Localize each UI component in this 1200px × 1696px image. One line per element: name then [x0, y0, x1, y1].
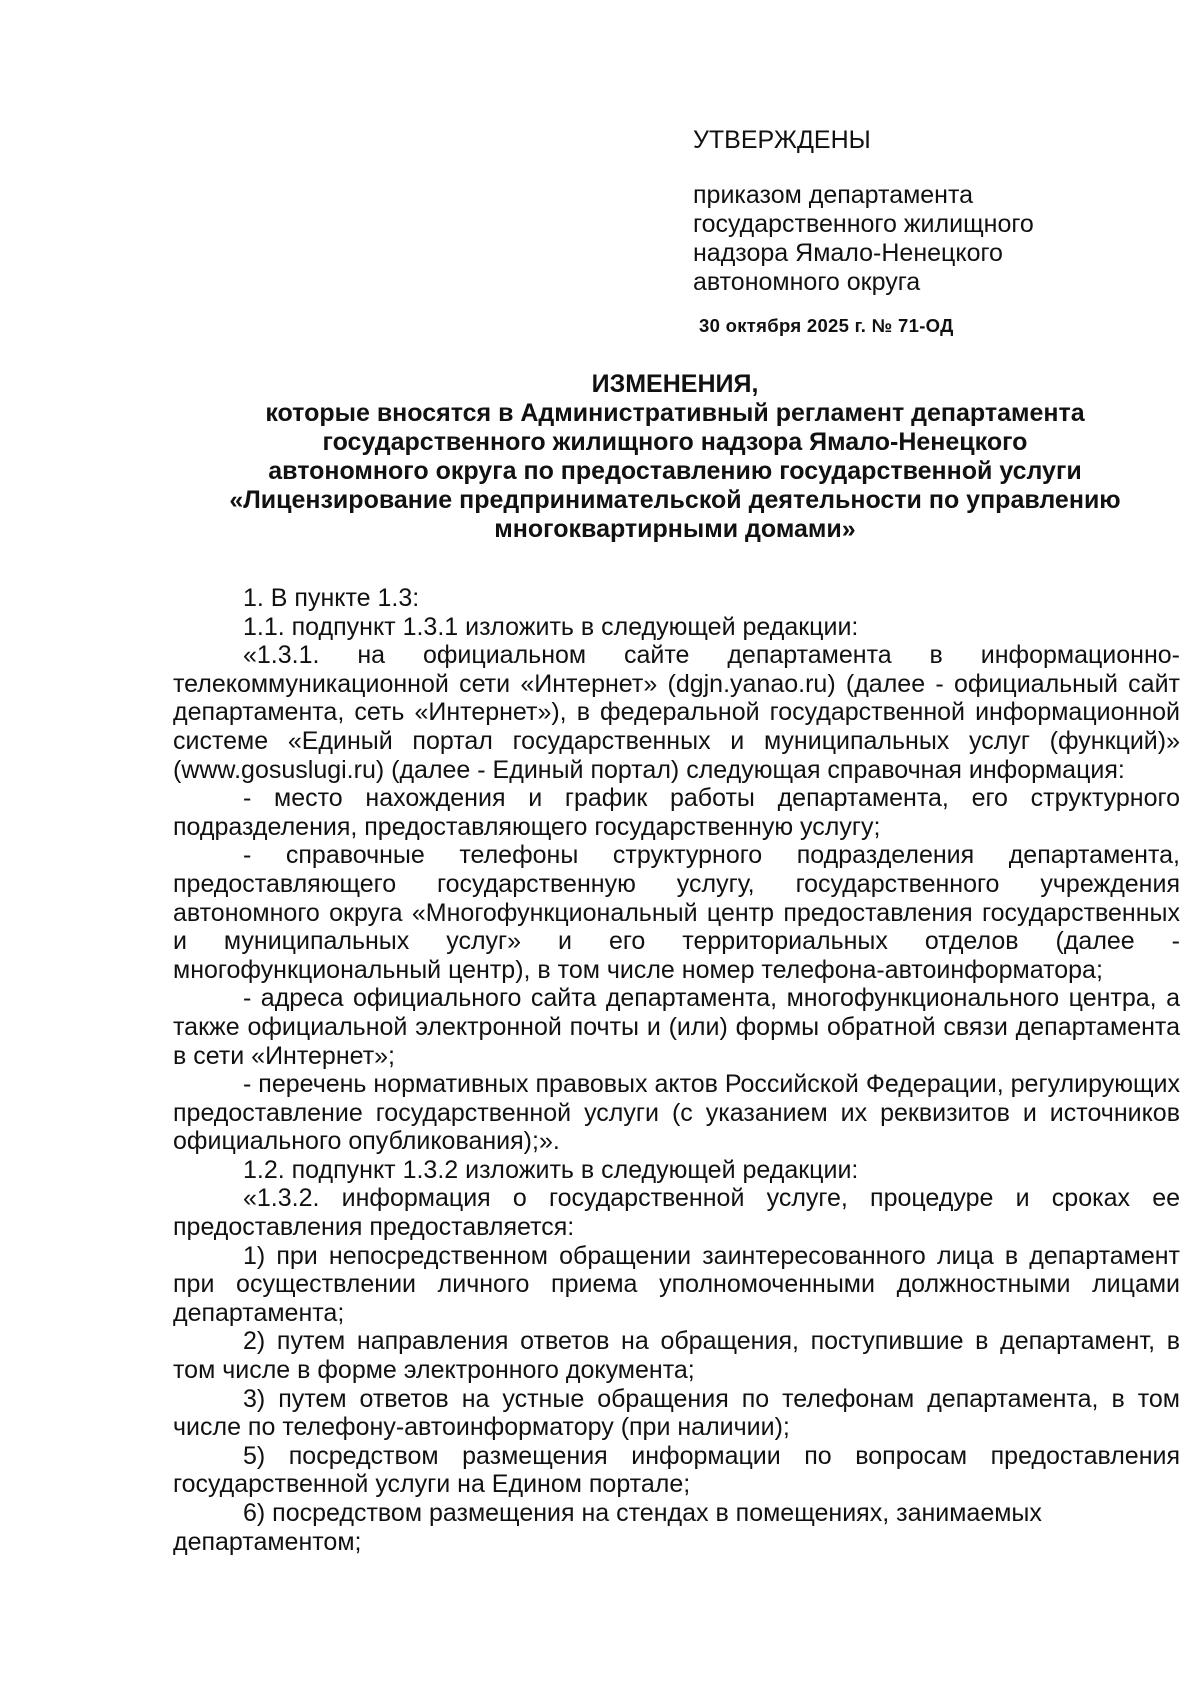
paragraph: 1) при непосредственном обращении заинтересованного лица в департамент при осуществлении личного приема уполномоченными должностными лицами департамента; [173, 1241, 1180, 1327]
paragraph: 1. В пункте 1.3: [243, 584, 420, 612]
paragraph: 2) путем направления ответов на обращения, поступившие в департамент, в том числе в форме электронного документа; [173, 1327, 1180, 1385]
paragraph: 6) посредством размещения на стендах в помещениях, занимаемых департаментом; [173, 1499, 1042, 1556]
document-body [173, 584, 1180, 1556]
title-line: автономного округа по предоставлению государственной услуги [268, 457, 1082, 485]
approval-block [693, 126, 1113, 340]
paragraph: «1.3.2. информация о государственной услуге, процедуре и сроках ее предоставления предоставляется: [173, 1184, 1180, 1242]
title-line: ИЗМЕНЕНИЯ, [591, 370, 759, 398]
order-date: 30 октября 2025 г. № 71-ОД [699, 315, 954, 336]
title-line: многоквартирными домами» [494, 515, 856, 543]
approved-label: УТВЕРЖДЕНЫ [693, 126, 871, 154]
paragraph: 5) посредством размещения информации по вопросам предоставления государственной услуги на Едином портале; [173, 1441, 1180, 1499]
paragraph: - адреса официального сайта департамента, многофункционального центра, а также официальной электронной почты и (или) формы обратной связи департамента в сети «Интернет»; [173, 984, 1180, 1070]
order-line: автономного округа [693, 268, 921, 296]
paragraph: 3) путем ответов на устные обращения по телефонам департамента, в том числе по телефону-автоинформатору (при наличии); [173, 1384, 1180, 1442]
paragraph: - перечень нормативных правовых актов Российской Федерации, регулирующих предоставление государственной услуги (с указанием их реквизитов и источников официального опубликования);». [173, 1070, 1180, 1156]
order-line: надзора Ямало-Ненецкого [693, 239, 1003, 267]
order-line: приказом департамента [693, 181, 974, 209]
title-line: государственного жилищного надзора Ямало-Ненецкого [322, 428, 1028, 456]
document-title [170, 370, 1180, 544]
title-line: которые вносятся в Административный регламент департамента [265, 399, 1085, 427]
paragraph: «1.3.1. на официальном сайте департамента в информационно-телекоммуникационной сети «Интернет» (dgjn.yanao.ru) (далее - официальный сайт департамента, сеть «Интернет»), в федеральной государственной информационной системе «Единый портал государственных и муниципальных услуг (функций)» (www.gosuslugi.ru) (далее - Единый портал) следующая справочная информация: [173, 641, 1180, 784]
paragraph: 1.2. подпункт 1.3.2 изложить в следующей редакции: [243, 1155, 859, 1184]
paragraph: - место нахождения и график работы департамента, его структурного подразделения, предоставляющего государственную услугу; [173, 784, 1180, 841]
paragraph: - справочные телефоны структурного подразделения департамента, предоставляющего государственную услугу, государственного учреждения автономного округа «Многофункциональный центр предоставления государственных и муниципальных услуг» и его территориальных отделов (далее - многофункциональный центр), в том числе номер телефона-автоинформатора; [173, 841, 1180, 984]
paragraph: 1.1. подпункт 1.3.1 изложить в следующей редакции: [243, 612, 859, 641]
title-line: «Лицензирование предпринимательской деятельности по управлению [229, 486, 1121, 514]
order-line: государственного жилищного [693, 210, 1034, 238]
